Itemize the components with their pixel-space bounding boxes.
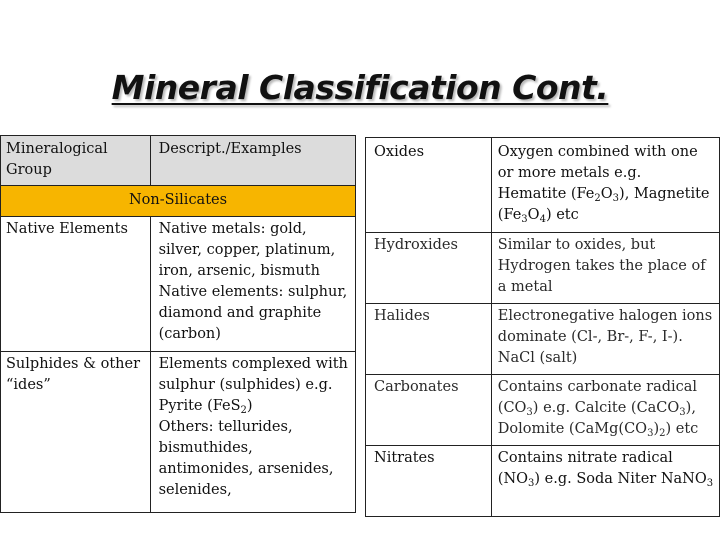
- carbonates-name: Carbonates: [366, 375, 492, 446]
- nitrates-name: Nitrates: [366, 446, 492, 517]
- oxides-name: Oxides: [366, 138, 492, 233]
- carbonates-desc: Contains carbonate radical $(CO_3)$ e.g. Calcite (CaCO$_3$), Dolomite $(CaMg(CO_3)_2)$ etc: [491, 375, 719, 446]
- header-descript: Descript./Examples: [150, 136, 355, 186]
- carbonates-row: [366, 375, 720, 446]
- nitrates-row: [366, 446, 720, 517]
- nitrates-desc: Contains nitrate radical $(NO_3)$ e.g. Soda Niter NaNO$_3$: [491, 446, 719, 517]
- non-silicates-banner: Non-Silicates: [1, 186, 356, 217]
- oxides-row: [366, 138, 720, 233]
- header-row: [1, 136, 356, 186]
- other-ides-text: Others: tellurides, bismuthides, antimonides, arsenides, selenides,: [158, 419, 334, 498]
- halides-desc: Electronegative halogen ions dominate (Cl-, Br-, F-, I-). NaCl (salt): [491, 304, 719, 375]
- native-metals-text: Native metals: gold, silver, copper, platinum, iron, arsenic, bismuth: [158, 221, 336, 279]
- sulphides-row: [1, 352, 356, 513]
- hydroxides-row: [366, 233, 720, 304]
- sulphides-text: Elements complexed with sulphur (sulphides) e.g. Pyrite (FeS$_2$): [158, 356, 348, 416]
- halides-row: [366, 304, 720, 375]
- native-elements-text: Native elements: sulphur, diamond and graphite (carbon): [158, 284, 348, 342]
- native-elements-group: Native Elements: [1, 217, 151, 352]
- halides-name: Halides: [366, 304, 492, 375]
- sulphides-desc: [150, 352, 355, 513]
- header-group: Mineralogical Group: [1, 136, 151, 186]
- native-elements-row: [1, 217, 356, 352]
- non-silicates-banner-row: [1, 186, 356, 217]
- slide-title: Mineral Classification Cont.: [111, 68, 609, 107]
- right-classification-table: [365, 137, 720, 517]
- oxides-desc: Oxygen combined with one or more metals e.g. Hematite $(Fe_2O_3)$, Magnetite $(Fe_3O_4)$ etc: [491, 138, 719, 233]
- hydroxides-name: Hydroxides: [366, 233, 492, 304]
- native-elements-desc: [150, 217, 355, 352]
- sulphides-group: Sulphides & other “ides”: [1, 352, 151, 513]
- left-classification-table: [0, 135, 356, 513]
- hydroxides-desc: Similar to oxides, but Hydrogen takes the place of a metal: [491, 233, 719, 304]
